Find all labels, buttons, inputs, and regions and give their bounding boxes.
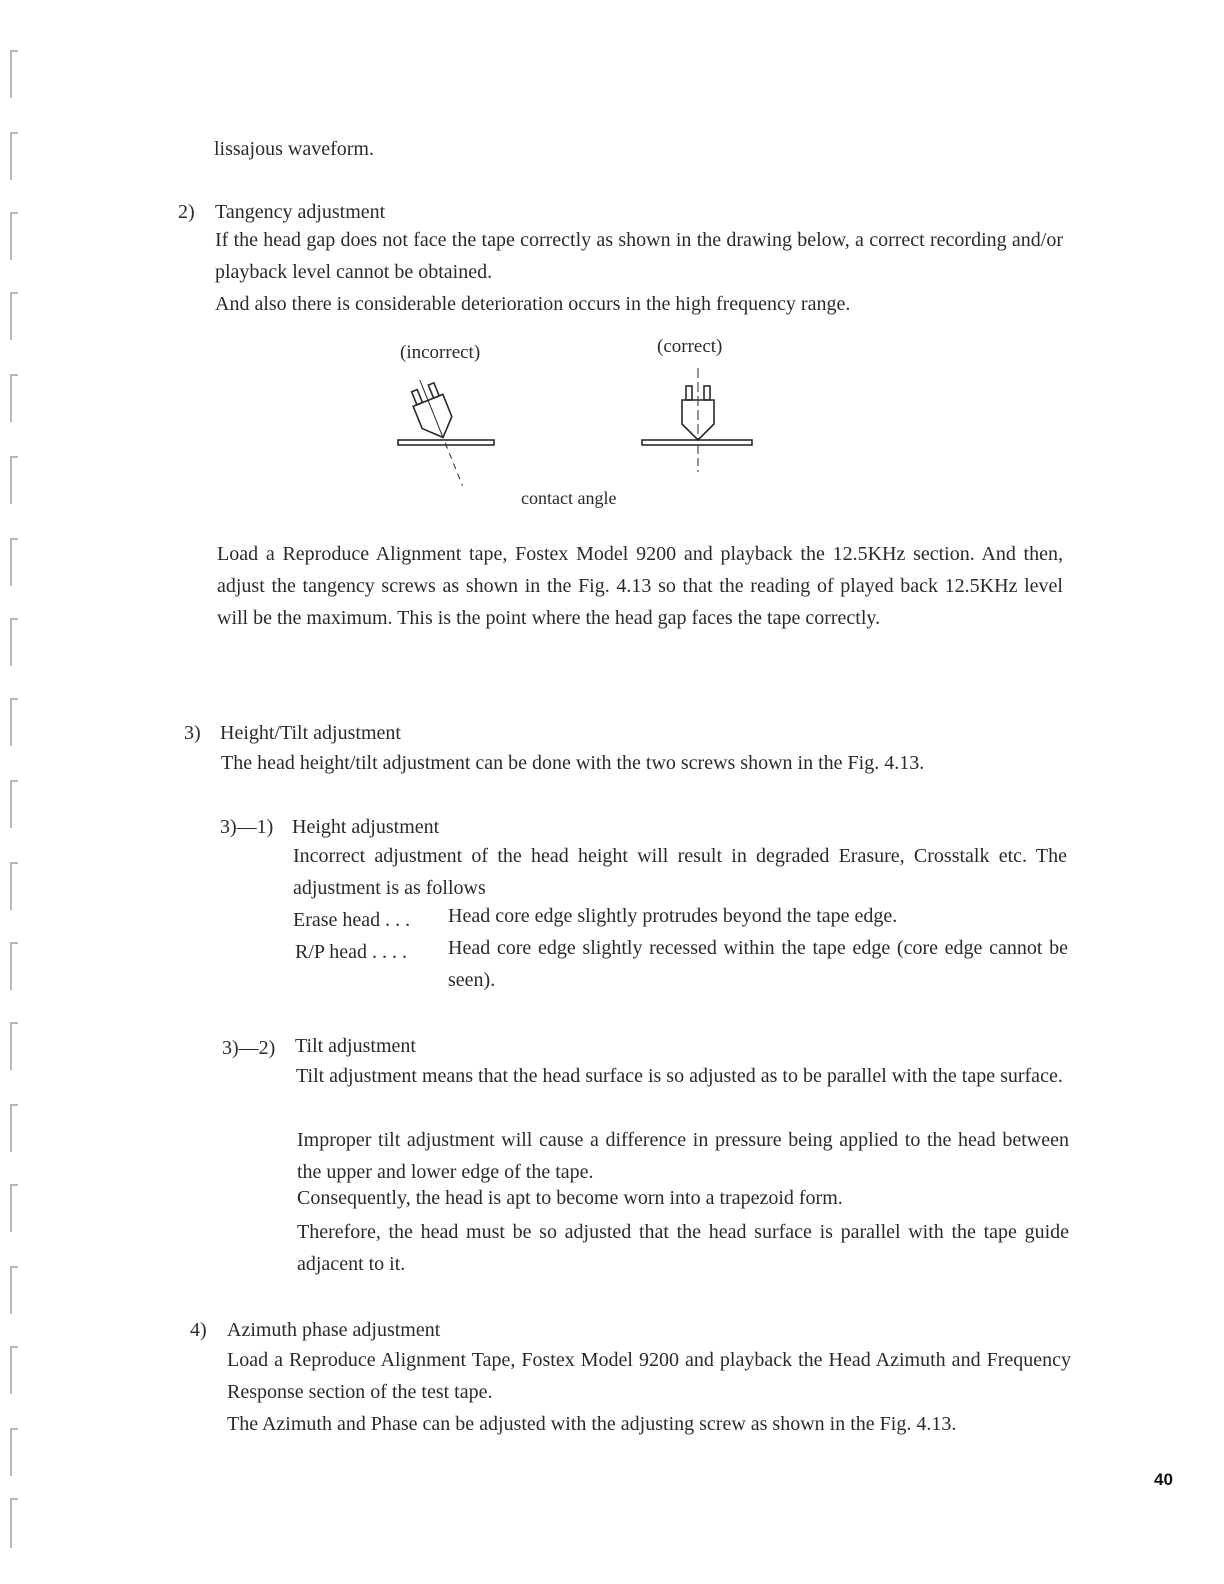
section-4-number: 4) (190, 1319, 207, 1341)
tangency-figure (380, 330, 800, 510)
binder-mark (10, 1428, 22, 1476)
section-3-paragraph: The head height/tilt adjustment can be done with the two screws shown in the Fig. 4.13. (221, 752, 925, 774)
section-4-title: Azimuth phase adjustment (227, 1319, 441, 1341)
binder-mark (10, 780, 22, 828)
binder-mark (10, 132, 22, 180)
subsection-3-1-paragraph: Incorrect adjustment of the head height will result in degraded Erasure, Crosstalk etc. The adjustment is as follows (293, 845, 1067, 899)
binder-mark (10, 212, 22, 260)
binder-mark (10, 292, 22, 340)
binder-mark (10, 1266, 22, 1314)
subsection-3-2-paragraph-1: Tilt adjustment means that the head surface is so adjusted as to be parallel with the tape surface. (296, 1065, 1063, 1087)
section-3-number: 3) (184, 722, 201, 744)
binder-mark (10, 698, 22, 746)
subsection-3-2-title: Tilt adjustment (295, 1035, 416, 1057)
section-2-number: 2) (178, 201, 195, 223)
intro-tail-text: lissajous waveform. (214, 138, 374, 160)
section-2-paragraph-3: Load a Reproduce Alignment tape, Fostex Model 9200 and playback the 12.5KHz section. And then, adjust the tangency screws as shown in the Fig. 4.13 so that the reading of played back 12.5KHz level will be the maximum. This is the point where the head gap faces the tape correctly. (217, 543, 1063, 629)
head-correct-icon (642, 368, 752, 472)
section-4-paragraph-1: Load a Reproduce Alignment Tape, Fostex Model 9200 and playback the Head Azimuth and Frequency Response section of the test tape. (227, 1349, 1071, 1403)
binder-mark (10, 1498, 22, 1548)
section-3-title: Height/Tilt adjustment (220, 722, 401, 744)
subsection-3-1-title: Height adjustment (292, 816, 440, 838)
subsection-3-1-number: 3)—1) (220, 816, 274, 838)
section-2-paragraph-1: If the head gap does not face the tape correctly as shown in the drawing below, a correct recording and/or playback level cannot be obtained. (215, 229, 1063, 283)
figure-label-correct: (correct) (657, 336, 723, 357)
binder-mark (10, 1184, 22, 1232)
rp-head-label: R/P head . . . . (295, 941, 408, 963)
figure-caption: contact angle (521, 488, 617, 508)
erase-head-text: Head core edge slightly protrudes beyond the tape edge. (448, 905, 898, 927)
erase-head-label: Erase head . . . (293, 909, 411, 931)
binder-mark (10, 942, 22, 990)
binder-mark (10, 862, 22, 910)
figure-label-incorrect: (incorrect) (400, 342, 481, 363)
section-2-paragraph-2: And also there is considerable deterioration occurs in the high frequency range. (215, 293, 851, 315)
section-4-paragraph-2: The Azimuth and Phase can be adjusted with the adjusting screw as shown in the Fig. 4.13. (227, 1413, 957, 1435)
subsection-3-2-paragraph-3: Consequently, the head is apt to become worn into a trapezoid form. (297, 1187, 843, 1209)
binder-mark (10, 618, 22, 666)
subsection-3-2-number: 3)—2) (222, 1037, 276, 1059)
section-2-title: Tangency adjustment (215, 201, 386, 223)
head-incorrect-icon (398, 374, 494, 492)
binder-mark (10, 1104, 22, 1152)
binder-mark (10, 538, 22, 586)
binder-mark (10, 1022, 22, 1070)
binder-mark (10, 1346, 22, 1394)
rp-head-text: Head core edge slightly recessed within the tape edge (core edge cannot be seen). (448, 937, 1068, 991)
binder-mark (10, 50, 22, 98)
binder-mark (10, 456, 22, 504)
page-number: 40 (1154, 1470, 1173, 1489)
binder-mark (10, 374, 22, 422)
subsection-3-2-paragraph-4: Therefore, the head must be so adjusted that the head surface is parallel with the tape guide adjacent to it. (297, 1221, 1069, 1275)
subsection-3-2-paragraph-2: Improper tilt adjustment will cause a difference in pressure being applied to the head between the upper and lower edge of the tape. (297, 1129, 1069, 1183)
